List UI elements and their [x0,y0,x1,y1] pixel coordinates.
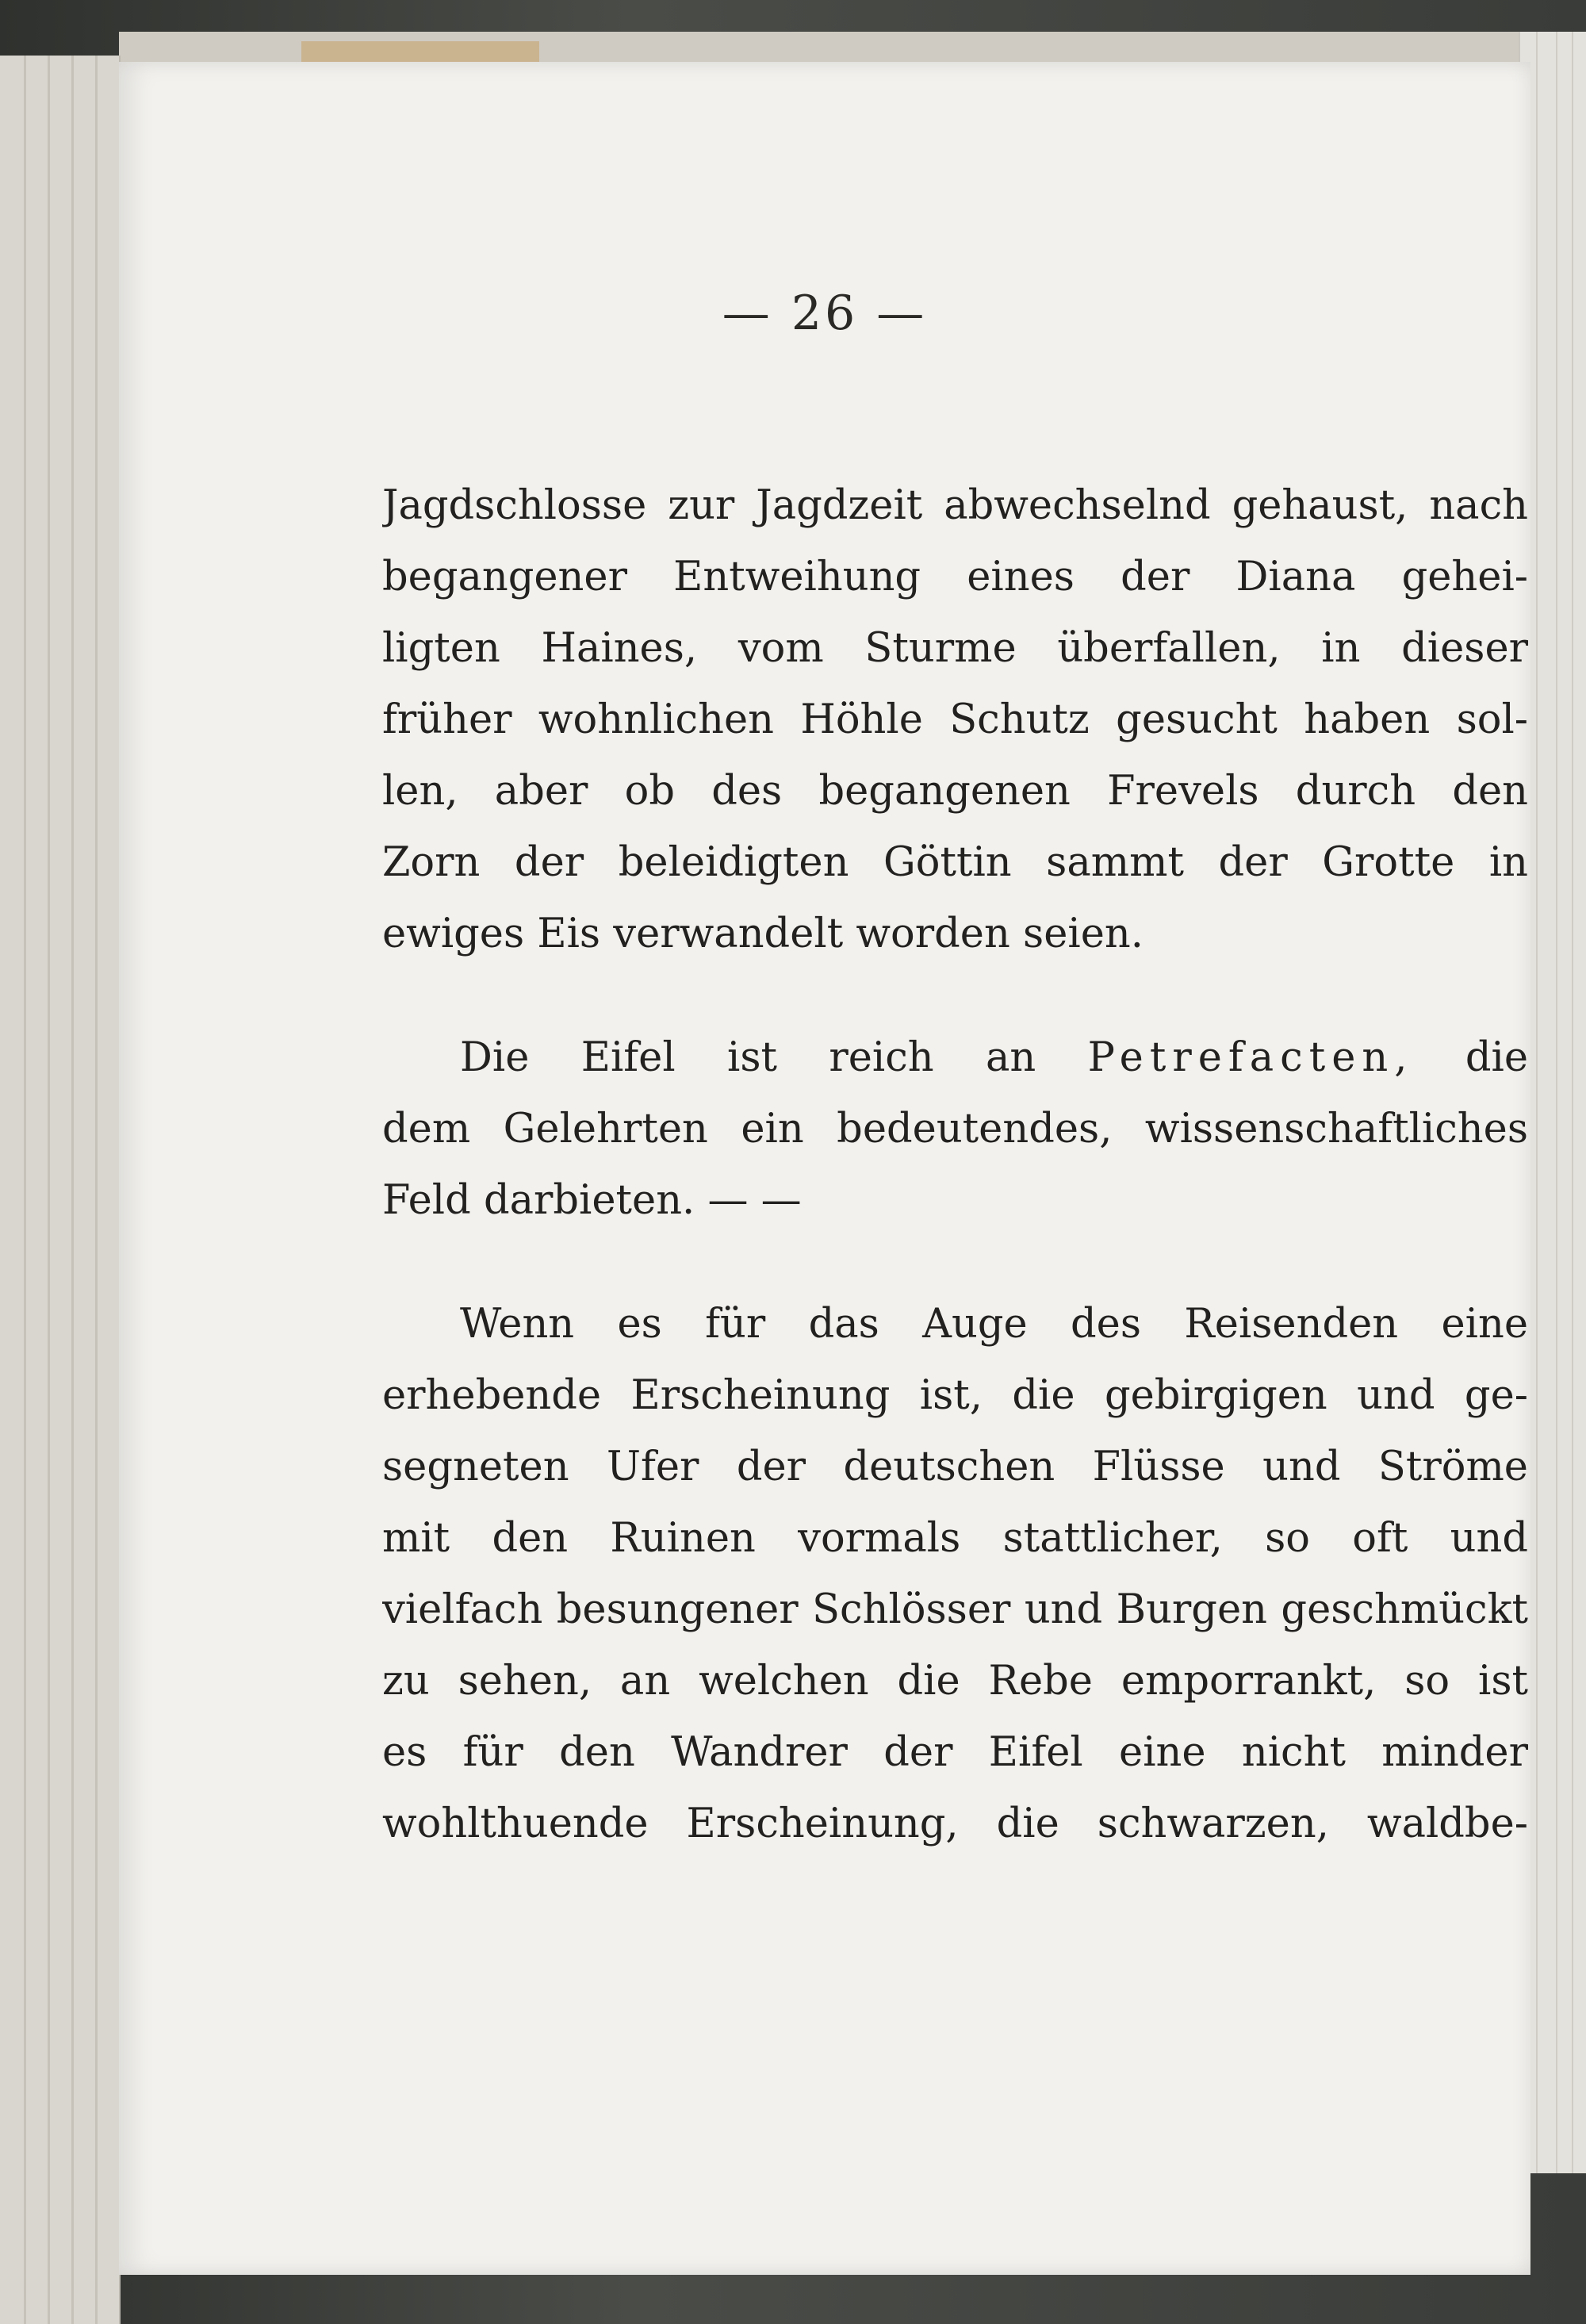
paragraph-gap [382,1237,1528,1289]
text-line: erhebende Erscheinung ist, die gebirgigen und ge- [382,1372,1528,1419]
paragraph-gap [382,970,1528,1022]
text-line: es für den Wandrer der Eifel eine nicht minder [382,1729,1528,1776]
spaced-emphasis: Petrefacten, [1087,1034,1414,1081]
text-line: dem Gelehrten ein bedeutendes, wissenschaftliches [382,1106,1528,1152]
page-edge [1536,32,1538,2173]
text-line: Jagdschlosse zur Jagdzeit abwechselnd gehaust, nach [382,482,1528,529]
text-segment: die [1465,1034,1528,1081]
page-edge [71,56,74,2324]
text-line: begangener Entweihung eines der Diana gehei- [382,554,1528,600]
text-line: vielfach besungener Schlösser und Burgen geschmückt [382,1586,1528,1633]
text-line: ligten Haines, vom Sturme überfallen, in dieser [382,625,1528,672]
paragraph-3 [382,1289,1528,1860]
page-stack-left [0,56,121,2324]
page-edge [48,56,50,2324]
text-line: Feld darbieten. — — [382,1177,802,1224]
text-line: ewiges Eis verwandelt worden seien. [382,911,1144,957]
page-edge [95,56,98,2324]
text-line: zu sehen, an welchen die Rebe emporrankt, so ist [382,1658,1528,1705]
text-line: Wenn es für das Auge des Reisenden eine [460,1301,1528,1348]
paragraph-2 [382,1022,1528,1237]
page-tab [301,41,539,62]
text-line: Zorn der beleidigten Göttin sammt der Grotte in [382,839,1528,886]
text-line [382,1022,1528,1094]
text-line: wohlthuende Erscheinung, die schwarzen, waldbe- [382,1801,1528,1847]
book-page [119,62,1530,2275]
page-number: — 26 — [722,286,928,341]
text-line: mit den Ruinen vormals stattlicher, so oft und [382,1515,1528,1562]
text-segment: Die Eifel ist reich an [460,1034,1036,1081]
page-edge [24,56,26,2324]
text-line: len, aber ob des begangenen Frevels durch den [382,768,1528,815]
text-line: segneten Ufer der deutschen Flüsse und Ströme [382,1444,1528,1490]
text-line: früher wohnlichen Höhle Schutz gesucht haben sol- [382,696,1528,743]
body-text [382,470,1528,1860]
paragraph-1 [382,470,1528,970]
page-edge [1556,32,1557,2173]
page-edge [1572,32,1573,2173]
